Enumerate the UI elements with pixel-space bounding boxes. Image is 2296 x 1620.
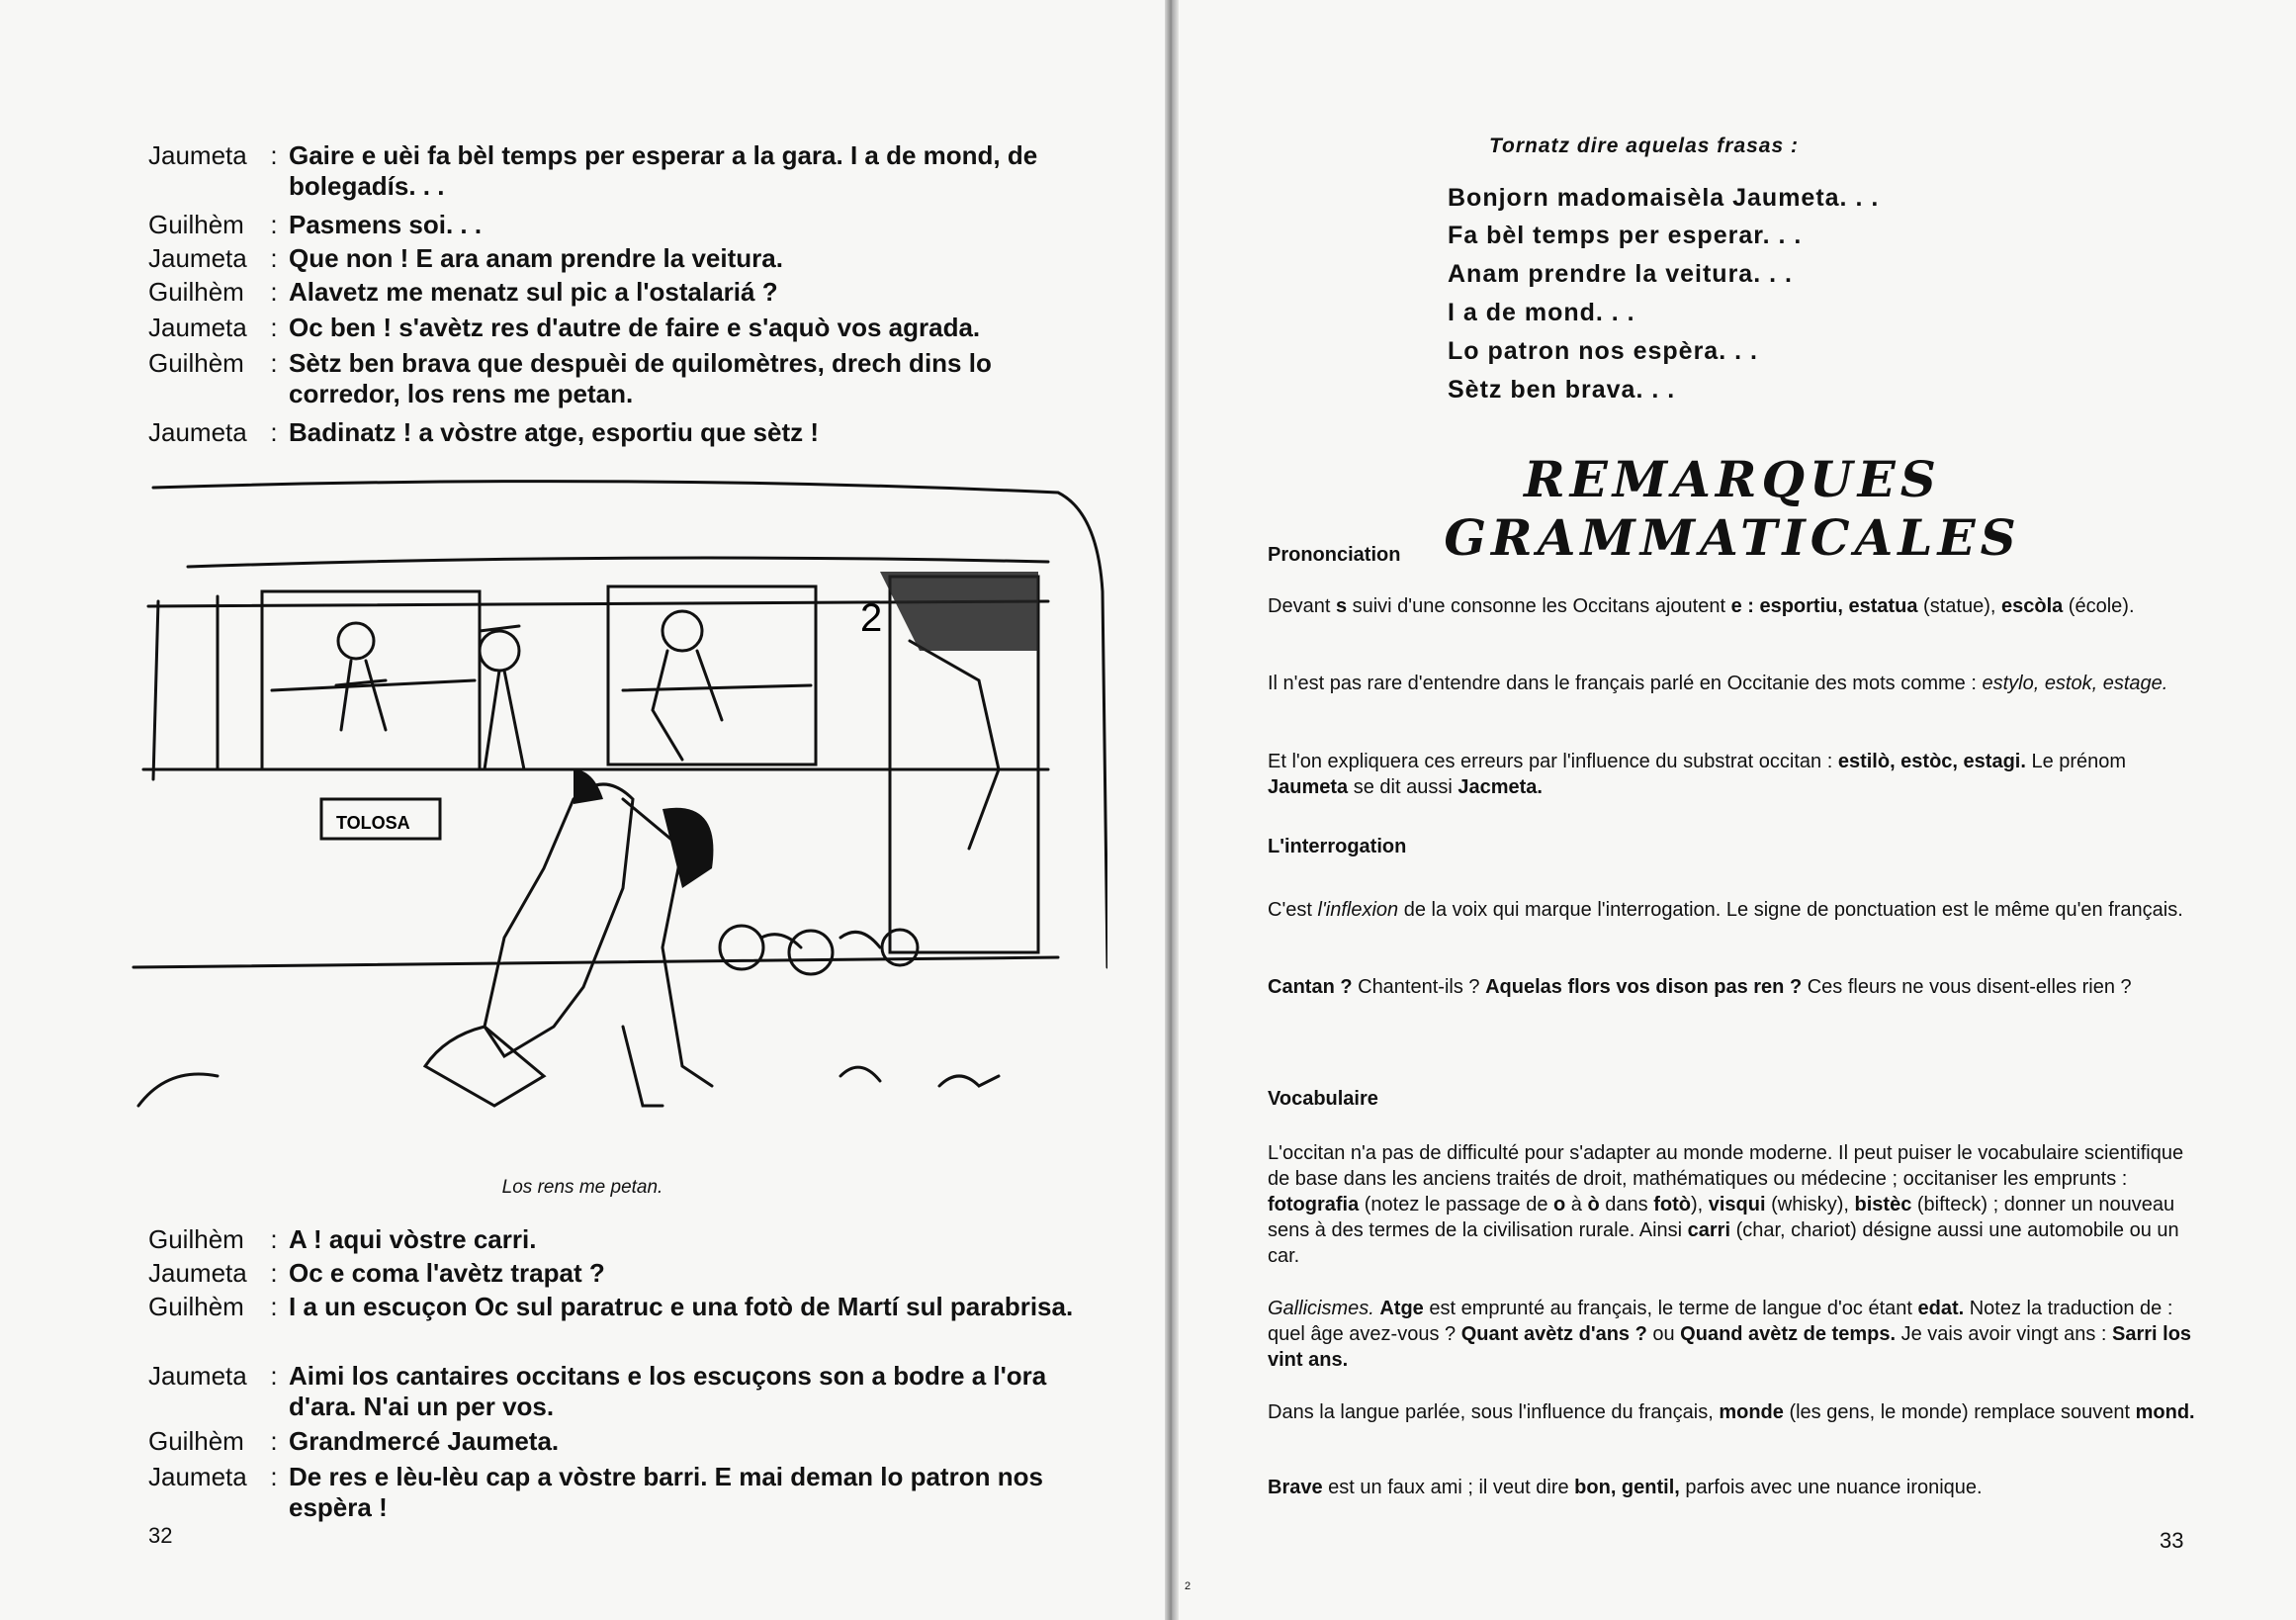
practice-phrase: Fa bèl temps per esperar. . . [1448,222,1803,249]
car-number: 2 [860,596,883,640]
dialogue-line [148,140,1098,202]
speaker-name: Guilhèm [148,1224,244,1254]
paragraph-vocabulaire-1: L'occitan n'a pas de difficulté pour s'adapter au monde moderne. Il peut puiser le vocabulaire scientifique de base dans les anciens traités de droit, mathématiques ou médecine ; occitaniser les emprunts : fotografia (notez le passage de o à ò dans fotò), visqui (whisky), bistèc (bifteck) ; donner un nouveau sens à des termes de la civilisation rurale. Ainsi carri (char, chariot) désigne aussi une automobile ou un car. [1268,1142,2184,1267]
heading-vocabulaire: Vocabulaire [1268,1088,1378,1110]
speaker-separator: : [270,243,278,273]
dialogue-text: Oc ben ! s'avètz res d'autre de faire e s'aquò vos agrada. [289,313,981,342]
speaker-separator: : [270,210,278,239]
gutter-mark: 2 [1185,1580,1192,1592]
paragraph-prononciation-1: Devant s suivi d'une consonne les Occitans ajoutent e : esportiu, estatua (statue), escòla (école). [1268,595,2135,617]
dialogue-line [148,1361,1098,1422]
dialogue-text: Sètz ben brava que despuèi de quilomètres, drech dins lo corredor, los rens me petan. [289,348,992,408]
dialogue-text: Que non ! E ara anam prendre la veitura. [289,243,783,273]
dialogue-text: Badinatz ! a vòstre atge, esportiu que sètz ! [289,417,819,447]
dialogue-text: Pasmens soi. . . [289,210,483,239]
speaker-separator: : [270,1258,278,1288]
practice-phrase: Anam prendre la veitura. . . [1448,260,1793,288]
page-number-right: 33 [2160,1528,2184,1553]
train-station-illustration [129,473,1107,1165]
dialogue-line [148,1426,1098,1457]
dialogue-text: I a un escuçon Oc sul paratruc e una fotò de Martí sul parabrisa. [289,1292,1074,1321]
dialogue-line [148,1292,1098,1322]
dialogue-text: Grandmercé Jaumeta. [289,1426,560,1456]
speaker-name: Jaumeta [148,243,247,273]
paragraph-prononciation-3: Et l'on expliquera ces erreurs par l'influence du substrat occitan : estilò, estòc, estagi. Le prénom Jaumeta se dit aussi Jacmeta. [1268,751,2127,798]
dialogue-line [148,313,1098,343]
dialogue-line [148,243,1098,274]
speaker-name: Jaumeta [148,1258,247,1288]
speaker-name: Guilhèm [148,210,244,239]
dialogue-text: Aimi los cantaires occitans e los escuçons son a bodre a l'ora d'ara. N'ai un per vos. [289,1361,1047,1421]
paragraph-interrogation-1: C'est l'inflexion de la voix qui marque l'interrogation. Le signe de ponctuation est le même qu'en français. [1268,899,2183,921]
dialogue-text: Alavetz me menatz sul pic a l'ostalariá ? [289,277,778,307]
heading-prononciation: Prononciation [1268,544,1401,566]
dialogue-line [148,417,1098,448]
grammar-title: REMARQUES GRAMMATICALES [1444,450,2021,567]
speaker-separator: : [270,1462,278,1491]
paragraph-vocabulaire-4: Brave est un faux ami ; il veut dire bon, gentil, parfois avec une nuance ironique. [1268,1477,1983,1498]
speaker-name: Jaumeta [148,1462,247,1491]
speaker-name: Jaumeta [148,1361,247,1391]
dialogue-line [148,348,1098,409]
practice-phrase: Sètz ben brava. . . [1448,376,1676,404]
speaker-separator: : [270,277,278,307]
practice-phrase: Lo patron nos espèra. . . [1448,337,1758,365]
speaker-name: Guilhèm [148,348,244,378]
speaker-separator: : [270,417,278,447]
speaker-separator: : [270,1224,278,1254]
paragraph-prononciation-2: Il n'est pas rare d'entendre dans le français parlé en Occitanie des mots comme : estylo, estok, estage. [1268,673,2168,694]
dialogue-line [148,1224,1098,1255]
dialogue-text: Oc e coma l'avètz trapat ? [289,1258,605,1288]
speaker-separator: : [270,140,278,170]
dialogue-text: A ! aqui vòstre carri. [289,1224,537,1254]
speaker-name: Guilhèm [148,277,244,307]
dialogue-line [148,1462,1098,1523]
speaker-name: Guilhèm [148,1426,244,1456]
paragraph-vocabulaire-3: Dans la langue parlée, sous l'influence du français, monde (les gens, le monde) remplace souvent mond. [1268,1401,2195,1423]
gutter [1165,0,1179,1620]
practice-phrase: I a de mond. . . [1448,299,1635,326]
paragraph-interrogation-2: Cantan ? Chantent-ils ? Aquelas flors vos dison pas ren ? Ces fleurs ne vous disent-elles rien ? [1268,976,2132,998]
speaker-separator: : [270,1361,278,1391]
page-number-left: 32 [148,1523,173,1548]
right-page [1179,0,2296,1620]
dialogue-text: De res e lèu-lèu cap a vòstre barri. E mai deman lo patron nos espèra ! [289,1462,1043,1522]
speaker-name: Guilhèm [148,1292,244,1321]
speaker-separator: : [270,313,278,342]
illustration-caption: Los rens me petan. [501,1177,663,1198]
practice-phrase: Bonjorn madomaisèla Jaumeta. . . [1448,184,1880,212]
speaker-separator: : [270,1426,278,1456]
dialogue-line [148,210,1098,240]
station-sign: TOLOSA [336,813,410,833]
speaker-separator: : [270,1292,278,1321]
paragraph-vocabulaire-2: Gallicismes. Atge est emprunté au français, le terme de langue d'oc étant edat. Notez la traduction de : quel âge avez-vous ? Quant avètz d'ans ? ou Quand avètz de temps. Je vais avoir vingt ans : Sarri los vint ans. [1268,1298,2192,1371]
dialogue-line [148,1258,1098,1289]
speaker-name: Jaumeta [148,417,247,447]
dialogue-line [148,277,1098,308]
speaker-separator: : [270,348,278,378]
speaker-name: Jaumeta [148,140,247,170]
speaker-name: Jaumeta [148,313,247,342]
heading-interrogation: L'interrogation [1268,836,1407,857]
exercise-instruction: Tornatz dire aquelas frasas : [1489,135,1799,157]
dialogue-text: Gaire e uèi fa bèl temps per esperar a la gara. I a de mond, de bolegadís. . . [289,140,1038,201]
